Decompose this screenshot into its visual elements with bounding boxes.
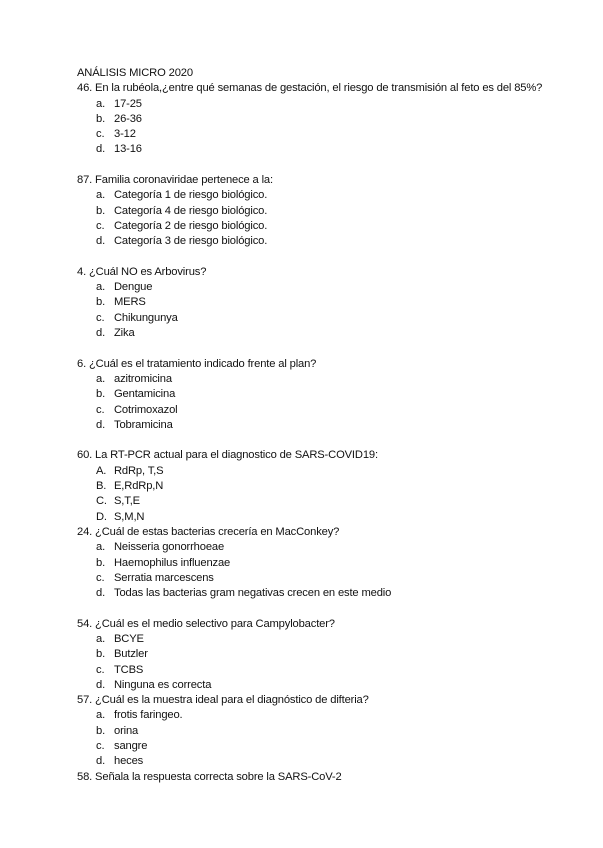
question-text: 87. Familia coronaviridae pertenece a la:	[77, 174, 273, 187]
option-text: Categoría 1 de riesgo biológico.	[114, 189, 268, 202]
option-text: TCBS	[114, 663, 144, 676]
option-text: RdRp, T,S	[114, 464, 164, 477]
answer-option	[77, 663, 547, 678]
option-text: 17-25	[114, 97, 142, 110]
question-block	[77, 265, 547, 341]
option-text: S,M,N	[114, 510, 145, 523]
answer-option	[77, 387, 547, 402]
answer-option	[77, 127, 547, 142]
option-text: Serratia marcescens	[114, 571, 214, 584]
option-text: Categoría 2 de riesgo biológico.	[114, 219, 268, 232]
option-text: MERS	[114, 296, 146, 309]
option-letter: b.	[96, 724, 106, 737]
answer-option	[77, 540, 547, 555]
question-text: 54. ¿Cuál es el medio selectivo para Campylobacter?	[77, 617, 335, 630]
answer-option	[77, 372, 547, 387]
question-block	[77, 173, 547, 249]
option-text: Categoría 4 de riesgo biológico.	[114, 204, 268, 217]
option-letter: b.	[96, 112, 106, 125]
option-text: Dengue	[114, 281, 153, 294]
answer-option	[77, 754, 547, 769]
option-letter: b.	[96, 296, 106, 309]
option-text: Ninguna es correcta	[114, 678, 212, 691]
option-letter: a.	[96, 372, 106, 385]
spacer	[77, 433, 547, 448]
option-letter: a.	[96, 709, 106, 722]
question-block	[77, 693, 547, 769]
question-text: 46. En la rubéola,¿entre qué semanas de gestación, el riesgo de transmisión al feto es del 85%?	[77, 82, 543, 95]
option-text: S,T,E	[114, 495, 140, 508]
option-letter: c.	[96, 740, 105, 753]
option-letter: a.	[96, 189, 106, 202]
question-text: 24. ¿Cuál de estas bacterias crecería en MacConkey?	[77, 525, 340, 538]
option-letter: c.	[96, 403, 105, 416]
option-letter: d.	[96, 418, 106, 431]
option-letter: b.	[96, 556, 106, 569]
option-letter: b.	[96, 648, 106, 661]
option-text: Todas las bacterias gram negativas crecen en este medio	[114, 587, 392, 600]
option-text: Tobramicina	[114, 418, 173, 431]
option-letter: c.	[96, 219, 105, 232]
option-text: BCYE	[114, 632, 144, 645]
option-letter: b.	[96, 204, 106, 217]
option-text: Haemophilus influenzae	[114, 556, 231, 569]
option-text: frotis faringeo.	[114, 709, 183, 722]
answer-option	[77, 112, 547, 127]
answer-option	[77, 464, 547, 479]
option-text: Cotrimoxazol	[114, 403, 178, 416]
option-letter: b.	[96, 388, 106, 401]
answer-option	[77, 326, 547, 341]
document-page	[77, 66, 547, 785]
answer-option	[77, 142, 547, 157]
answer-option	[77, 647, 547, 662]
option-text: Gentamicina	[114, 388, 176, 401]
option-text: 26-36	[114, 112, 142, 125]
option-text: Chikungunya	[114, 311, 178, 324]
option-text: Zika	[114, 327, 135, 340]
answer-option	[77, 188, 547, 203]
answer-option	[77, 632, 547, 647]
answer-option	[77, 295, 547, 310]
option-text: Categoría 3 de riesgo biológico.	[114, 235, 268, 248]
question-block	[77, 448, 547, 524]
answer-option	[77, 556, 547, 571]
answer-option	[77, 204, 547, 219]
question-block	[77, 525, 547, 601]
answer-option	[77, 678, 547, 693]
option-text: azitromicina	[114, 372, 172, 385]
question-block	[77, 357, 547, 433]
spacer	[77, 341, 547, 356]
option-letter: c.	[96, 571, 105, 584]
answer-option	[77, 479, 547, 494]
option-text: 13-16	[114, 143, 142, 156]
option-letter: c.	[96, 663, 105, 676]
answer-option	[77, 494, 547, 509]
option-text: heces	[114, 755, 144, 768]
answer-option	[77, 219, 547, 234]
question-block	[77, 617, 547, 693]
question-text: 60. La RT-PCR actual para el diagnostico de SARS-COVID19:	[77, 449, 378, 462]
option-letter: d.	[96, 587, 106, 600]
answer-option	[77, 571, 547, 586]
option-text: Neisseria gonorrhoeae	[114, 541, 225, 554]
option-letter: d.	[96, 143, 106, 156]
answer-option	[77, 280, 547, 295]
option-letter: D.	[96, 510, 107, 523]
option-text: Butzler	[114, 648, 148, 661]
answer-option	[77, 403, 547, 418]
option-letter: A.	[96, 464, 107, 477]
answer-option	[77, 708, 547, 723]
option-letter: a.	[96, 541, 106, 554]
answer-option	[77, 97, 547, 112]
option-letter: a.	[96, 281, 106, 294]
answer-option	[77, 739, 547, 754]
answer-option	[77, 418, 547, 433]
option-letter: d.	[96, 755, 106, 768]
option-letter: d.	[96, 327, 106, 340]
answer-option	[77, 234, 547, 249]
question-text: 58. Señala la respuesta correcta sobre la SARS-CoV-2	[77, 770, 342, 783]
spacer	[77, 601, 547, 616]
spacer	[77, 158, 547, 173]
option-letter: c.	[96, 128, 105, 141]
option-letter: c.	[96, 311, 105, 324]
answer-option	[77, 311, 547, 326]
option-letter: d.	[96, 235, 106, 248]
option-text: 3-12	[114, 128, 136, 141]
document-heading: ANÁLISIS MICRO 2020	[77, 67, 193, 79]
question-text: 57. ¿Cuál es la muestra ideal para el diagnóstico de difteria?	[77, 694, 369, 707]
question-block	[77, 770, 547, 785]
answer-option	[77, 586, 547, 601]
option-letter: a.	[96, 97, 106, 110]
spacer	[77, 250, 547, 265]
option-letter: B.	[96, 480, 107, 493]
option-letter: C.	[96, 495, 107, 508]
answer-option	[77, 510, 547, 525]
answer-option	[77, 724, 547, 739]
option-text: E,RdRp,N	[114, 480, 164, 493]
question-text: 6. ¿Cuál es el tratamiento indicado frente al plan?	[77, 357, 317, 370]
question-text: 4. ¿Cuál NO es Arbovirus?	[77, 265, 207, 278]
option-letter: a.	[96, 632, 106, 645]
option-text: orina	[114, 724, 139, 737]
option-text: sangre	[114, 740, 148, 753]
question-block	[77, 81, 547, 157]
option-letter: d.	[96, 678, 106, 691]
